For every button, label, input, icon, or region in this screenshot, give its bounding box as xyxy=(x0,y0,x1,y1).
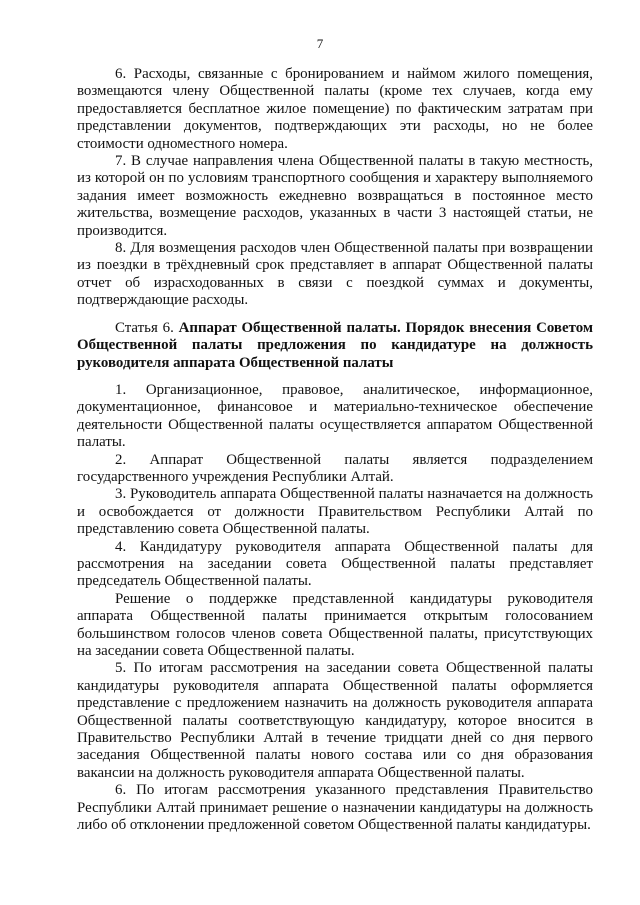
paragraph: 3. Руководитель аппарата Общественной палаты назначается на должность и освобождается от должности Правительством Республики Алтай по представлению совета Общественной палаты. xyxy=(77,486,593,538)
paragraph: 6. По итогам рассмотрения указанного представления Правительство Республики Алтай принимает решение о назначении кандидатуры на должность либо об отклонении предложенной советом Общественной палаты кандидатуры. xyxy=(77,782,593,834)
paragraph: 8. Для возмещения расходов член Общественной палаты при возвращении из поездки в трёхдневный срок представляет в аппарат Общественной палаты отчет об израсходованных в связи с поездкой суммах и документы, подтверждающие расходы. xyxy=(77,240,593,309)
paragraph: 7. В случае направления члена Общественной палаты в такую местность, из которой он по условиям транспортного сообщения и характеру выполняемого задания имеет возможность ежедневно возвращаться в постоянное место жительства, возмещение расходов, указанных в части 3 настоящей статьи, не производится. xyxy=(77,153,593,239)
paragraph: 5. По итогам рассмотрения на заседании совета Общественной палаты кандидатуры руководителя аппарата Общественной палаты оформляется представление с предложением назначить на должность руководителя аппарата Общественной палаты соответствующую кандидатуру, которое вносится в Правительство Республики Алтай в течение тридцати дней со дня первого заседания Общественной палаты нового состава или со дня образования вакансии на должность руководителя аппарата Общественной палаты. xyxy=(77,660,593,781)
paragraph: 2. Аппарат Общественной палаты является подразделением государственного учреждения Республики Алтай. xyxy=(77,451,593,485)
paragraph: 1. Организационное, правовое, аналитическое, информационное, документационное, финансовое и материально-техническое обеспечение деятельности Общественной палаты осуществляется аппаратом Общественной палаты. xyxy=(77,381,593,451)
paragraph: Решение о поддержке представленной кандидатуры руководителя аппарата Общественной палаты принимается открытым голосованием большинством голосов членов совета Общественной палаты, присутствующих на заседании совета Общественной палаты. xyxy=(77,590,593,659)
paragraph: 6. Расходы, связанные с бронированием и наймом жилого помещения, возмещаются члену Общественной палаты (кроме тех случаев, когда ему предоставляется бесплатное жилое помещение) по фактическим затратам при представлении документов, подтверждающих эти расходы, но не более стоимости одноместного номера. xyxy=(77,66,593,152)
article-title: Аппарат Общественной палаты. Порядок внесения Советом Общественной палаты предложения по кандидатуре на должность руководителя аппарата Общественной палаты xyxy=(77,319,593,371)
page-number: 7 xyxy=(316,36,324,51)
article-prefix: Статья 6. xyxy=(115,319,174,336)
document-body xyxy=(77,66,593,834)
article-heading xyxy=(77,320,593,372)
paragraph: 4. Кандидатуру руководителя аппарата Общественной палаты для рассмотрения на заседании совета Общественной палаты представляет председатель Общественной палаты. xyxy=(77,538,593,590)
